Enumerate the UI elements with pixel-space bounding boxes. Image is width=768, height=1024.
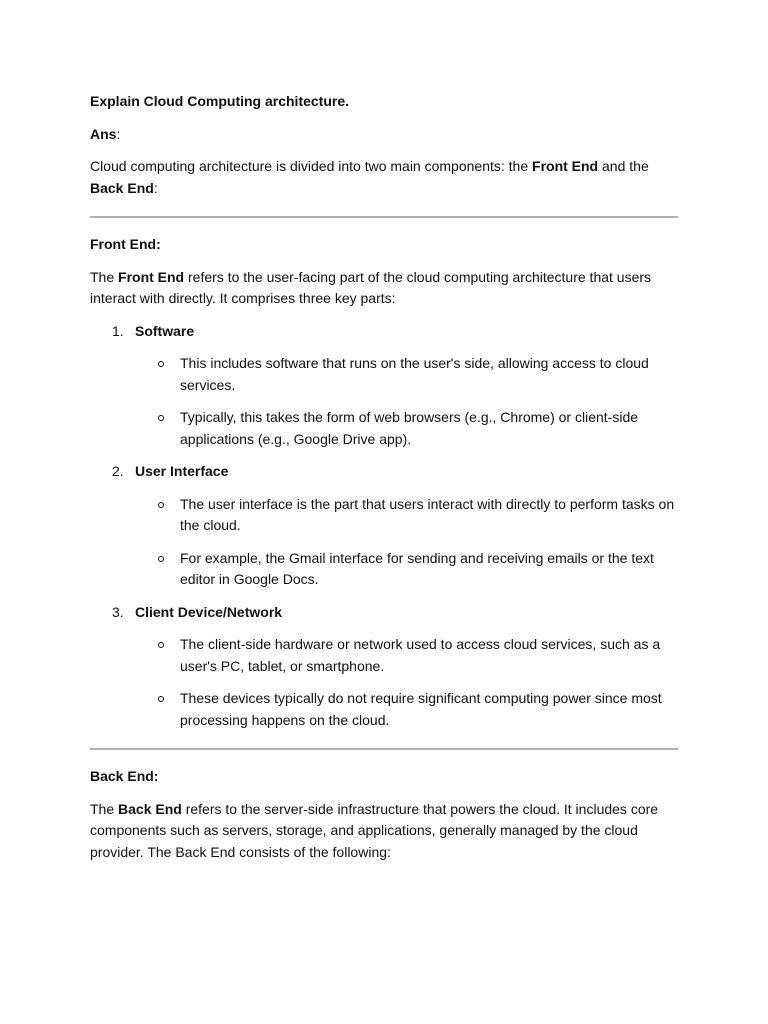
front-end-para-bold: Front End xyxy=(118,268,185,285)
sub-list-text: These devices typically do not require significant computing power since most processing happens on the cloud. xyxy=(180,690,662,728)
back-end-para-text-1: The xyxy=(90,800,119,817)
back-end-heading xyxy=(90,766,678,788)
sub-list-text: The user interface is the part that users interact with directly to perform tasks on the cloud. xyxy=(180,495,675,533)
horizontal-rule xyxy=(90,216,678,218)
sub-list-item xyxy=(135,353,678,396)
sub-list xyxy=(135,494,678,591)
intro-text-3: : xyxy=(153,179,158,196)
intro-bold-back-end: Back End xyxy=(90,179,154,196)
list-item xyxy=(90,321,678,451)
hollow-bullet-icon xyxy=(158,556,164,562)
sub-list-item xyxy=(135,494,678,537)
front-end-heading xyxy=(90,234,678,256)
sub-list xyxy=(135,634,678,731)
answer-label: Ans: xyxy=(90,125,121,142)
sub-list-text: The client-side hardware or network used to access cloud services, such as a user's PC, tablet, or smartphone. xyxy=(180,636,661,674)
sub-list-text: For example, the Gmail interface for sending and receiving emails or the text editor in Google Docs. xyxy=(180,549,654,587)
ans-label: Ans xyxy=(90,125,117,142)
hollow-bullet-icon xyxy=(158,361,164,367)
sub-list-text: This includes software that runs on the user's side, allowing access to cloud services. xyxy=(180,355,649,393)
sub-list-item xyxy=(135,407,678,450)
intro-text-1: Cloud computing architecture is divided into two main components: the xyxy=(90,158,533,174)
back-end-para-text-2: refers to the server-side infrastructure that powers the cloud. It includes core components such as servers, storage, and applications, generally managed by the cloud provider. The Back End consists of the following: xyxy=(90,800,659,860)
sub-list-item xyxy=(135,634,678,677)
hollow-bullet-icon xyxy=(158,642,164,648)
document-content xyxy=(90,91,678,874)
list-number: 2. xyxy=(112,463,124,479)
hollow-bullet-icon xyxy=(158,696,164,702)
question-heading xyxy=(90,91,678,113)
back-end-heading-text: Back End: xyxy=(90,768,159,784)
list-number: 3. xyxy=(112,603,124,620)
list-item xyxy=(90,461,678,591)
list-item-title: Client Device/Network xyxy=(135,603,283,620)
front-end-parts-list xyxy=(90,321,678,732)
sub-list-item xyxy=(135,688,678,731)
front-end-para-text-1: The xyxy=(90,268,119,285)
back-end-para-bold: Back End xyxy=(118,800,182,817)
sub-list-item xyxy=(135,548,678,591)
hollow-bullet-icon xyxy=(158,502,164,508)
list-item-title: User Interface xyxy=(135,463,229,479)
list-number: 1. xyxy=(112,322,124,339)
front-end-paragraph xyxy=(90,267,678,310)
intro-bold-front-end: Front End xyxy=(532,158,599,174)
intro-paragraph xyxy=(90,156,678,199)
list-item xyxy=(90,602,678,732)
intro-text-2: and the xyxy=(598,158,649,174)
question-text: Explain Cloud Computing architecture. xyxy=(90,93,350,109)
back-end-paragraph xyxy=(90,799,678,864)
front-end-para-text-2: refers to the user-facing part of the cloud computing architecture that users interact with directly. It comprises three key parts: xyxy=(90,268,652,306)
horizontal-rule xyxy=(90,748,678,750)
sub-list xyxy=(135,353,678,450)
sub-list-text: Typically, this takes the form of web browsers (e.g., Chrome) or client-side applications (e.g., Google Drive app). xyxy=(180,409,639,447)
list-item-title: Software xyxy=(135,322,195,339)
front-end-heading-text: Front End: xyxy=(90,236,161,252)
hollow-bullet-icon xyxy=(158,415,164,421)
